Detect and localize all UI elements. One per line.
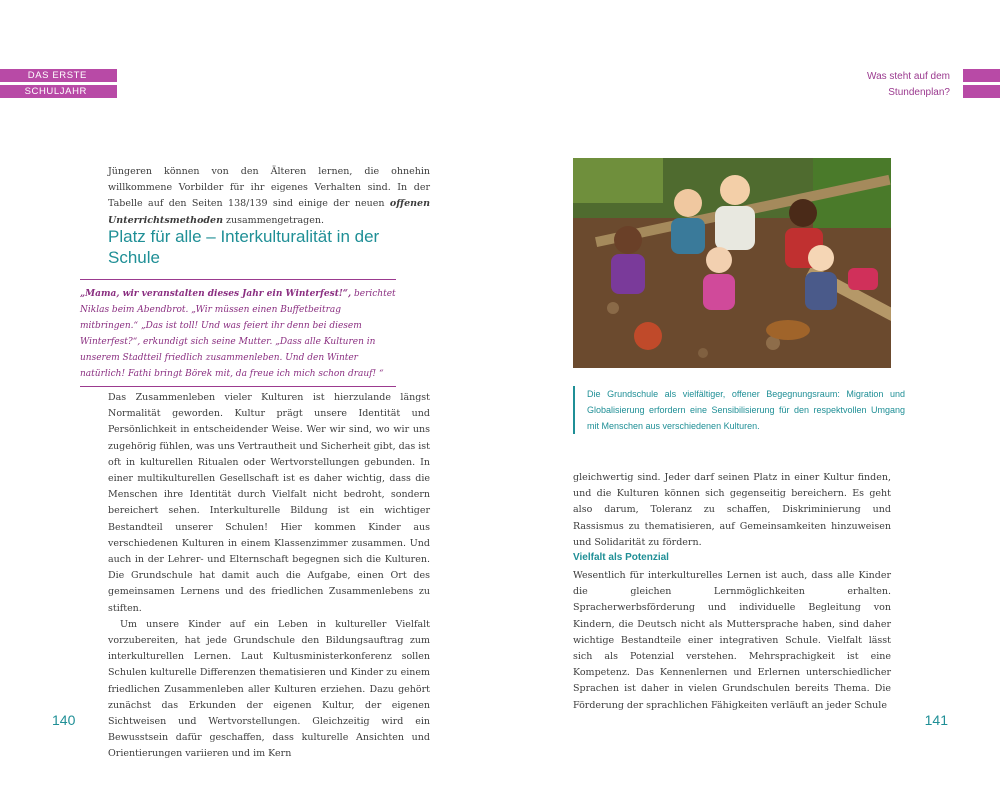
chapter-tab-text1: DAS ERSTE — [27, 70, 87, 81]
running-header-line1: Was steht auf dem — [867, 71, 950, 82]
page-number-left: 140 — [52, 712, 76, 728]
running-header-right — [867, 69, 950, 101]
quote-rest: berichtet Niklas beim Abendbrot. „Wir müssen einen Buffetbeitrag mitbringen.“ „Das ist toll! Und was feiert ihr denn bei diesem Winterfest?“, erkundigt sich seine Mutter. „Dass alle Kulturen in unserem Stadtteil friedlich zusammenleben. Und den Winter natürlich! Fathi bringt Börek mit, da freue ich mich schon drauf! “ — [80, 289, 396, 379]
section-tab-bar1 — [963, 69, 1000, 82]
body-right-para1: gleichwertig sind. Jeder darf seinen Platz in einer Kultur finden, und die Kulturen können sich gegenseitig bereichern. Es geht also darum, Toleranz zu schaffen, Diskriminierung und Rassismus zu thematisieren, auf Gemeinsamkeiten hinzuweisen und Solidarität zu fördern. — [573, 472, 891, 548]
children-garden-photo — [573, 158, 891, 368]
photo-caption: Die Grundschule als vielfältiger, offener Begegnungsraum: Migration und Globalisierung erfordern eine Sensibilisierung für den respektvollen Umgang mit Menschen aus verschiedenen Kulturen. — [573, 386, 905, 434]
photo-illustration — [573, 158, 891, 368]
quote-bold: „Mama, wir veranstalten dieses Jahr ein Winterfest!“, — [80, 289, 352, 299]
body-right-para2: Wesentlich für interkulturelles Lernen ist auch, dass alle Kinder die gleichen Lernmöglichkeiten erhalten. Spracherwerbsförderung und individuelle Begleitung von Kindern, die Deutsch nicht als Muttersprache haben, sind daher wichtige Bestandteile einer integrativen Schule. Vielfalt lässt sich als Potenzial verstehen. Mehrsprachigkeit ist eine Kompetenz. Das Kennenlernen und Erlernen unterschiedlicher Sprachen ist daher in vielen Grundschulen bereits Thema. Die Förderung der sprachlichen Fähigkeiten verläuft an jeder Schule — [573, 570, 891, 711]
intro-emphasis: offenen Unterrichtsmethoden — [108, 198, 430, 226]
section-heading: Platz für alle – Interkulturalität in der Schule — [108, 227, 380, 267]
running-header-line2: Stundenplan? — [888, 87, 950, 98]
page-number-right: 141 — [924, 712, 948, 728]
body-left — [108, 390, 430, 763]
body-left-para2-wrap — [108, 617, 430, 763]
body-left-para1: Das Zusammenleben vieler Kulturen ist hierzulande längst Normalität geworden. Kultur prägt unsere Identität und Persönlichkeit in entscheidender Weise. Wer wir sind, wo wir uns zugehörig fühlen, was uns Vertrautheit und Sicherheit gibt, das ist oft in kulturellen Ritualen oder Wertvorstellungen gebunden. In einer multikulturellen Gesellschaft ist es daher wichtig, dass die Menschen ihre Identität durch Vielfalt nicht bedroht, sondern bereichert sehen. Interkulturelle Bildung ist ein wichtiger Bestandteil unserer Schulen! Hier kommen Kinder aus verschiedenen Kulturen in einem Klassenzimmer zusammen. Und auch in der Lehrer- und Elternschaft begegnen sich die Kulturen. Die Grundschule hat damit auch die Aufgabe, einen Ort des gemeinsamen Lernens und des friedlichen Zusammenlebens zu stiften. — [108, 392, 430, 614]
intro-paragraph — [108, 164, 430, 229]
body-left-para2: Um unsere Kinder auf ein Leben in kultureller Vielfalt vorzubereiten, hat jede Grundschule den Bildungsauftrag zum interkulturellen Lernen. Laut Kultusministerkonferenz sollen Schulen kulturelle Differenzen thematisieren und Kinder zu einem friedlichen Zusammenleben aller Kulturen erziehen. Dazu gehört zunächst das Erkunden der eigenen Kultur, der eigenen Sichtweisen und Wertvorstellungen. Gleichzeitig wird ein Bewusstsein dafür geschaffen, dass kulturelle Ansichten und Orientierungen variieren und im Kern — [108, 618, 430, 760]
chapter-tab-text2: SCHULJAHR — [24, 86, 87, 97]
chapter-tab-line1 — [0, 69, 117, 82]
chapter-tab-line2 — [0, 85, 117, 98]
intro-text-before: Jüngeren können von den Älteren lernen, die ohnehin willkommene Vorbilder für ihr eigenes Verhalten sind. In der Tabelle auf den Seiten 138/139 sind einige der neuen — [108, 166, 430, 210]
section-tab-bar2 — [963, 85, 1000, 98]
quote-text — [80, 286, 396, 382]
subheading: Vielfalt als Potenzial — [573, 552, 669, 563]
intro-text-after: zusammengetragen. — [223, 214, 325, 226]
quote-box — [80, 279, 396, 387]
